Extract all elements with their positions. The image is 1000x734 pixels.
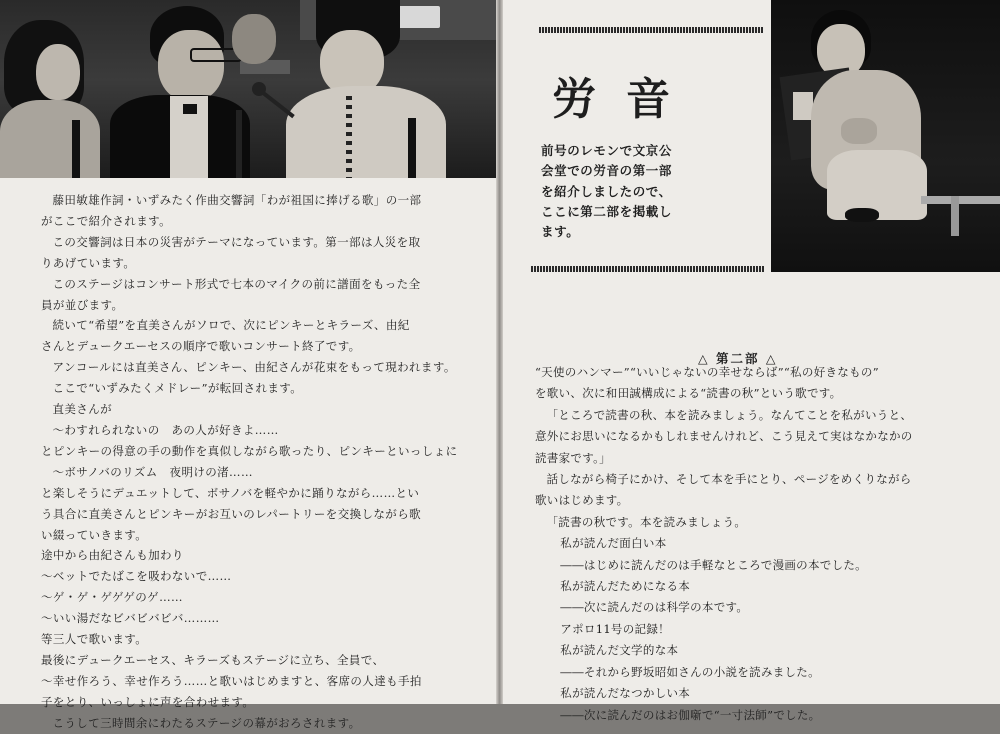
body-line: ここで“いずみたくメドレー”が転回されます。 [52,381,303,396]
lyric-line: 私が読んだためになる本 [560,579,691,594]
body-line: 読書家です。」 [535,450,611,465]
body-line: う具合に直美さんとピンキーがお互いのレパートリーを交換しながら歌 [41,506,421,521]
lyric-line: 〜ゲ・ゲ・ゲゲゲのゲ…… [41,590,183,605]
lyric-line: 私が読んだ面白い本 [560,536,667,551]
body-line: 員が並びます。 [41,297,124,312]
stage-photo-singers [0,0,496,178]
body-line: りあげています。 [41,255,136,270]
right-page [503,0,1000,722]
decorative-rule-top [539,27,763,33]
left-body-text [41,190,471,734]
decorative-rule-bottom [531,266,764,272]
body-line: 等三人で歌います。 [41,632,148,647]
body-line: こうして三時間余にわたるステージの幕がおろされます。 [52,715,361,730]
lyric-line: 私が読んだなつかしい本 [560,686,691,701]
body-line: さんとデュークエーセスの順序で歌いコンサート終了です。 [41,339,361,354]
body-line: この交響詞は日本の災害がテーマになっています。第一部は人災を取 [52,234,421,249]
body-line: 続いて“希望”を直美さんがソロで、次にピンキーとキラーズ、由紀 [52,318,410,333]
lyric-line: 私が読んだ文学的な本 [560,643,679,658]
body-line: と楽しそうにデュエットして、ボサノバを軽やかに踊りながら……とい [41,485,420,500]
body-line: 子をとり、いっしょに声を合わせます。 [41,694,255,709]
body-line: を歌い、次に和田誠構成による“読書の秋”という歌です。 [535,386,842,401]
page-gutter [496,0,503,704]
intro-line: を紹介しましたので、 [541,183,672,199]
lyric-line: 〜ボサノバのリズム 夜明けの渚…… [52,464,253,479]
lyric-line: 〜いい湯だなビバビバビバ……… [41,611,220,626]
intro-line: 会堂での労音の第一部 [541,163,673,179]
page-title: 労音 [552,74,700,125]
lyric-line: ――それから野坂昭如さんの小説を読みました。 [560,664,820,679]
right-body-text [535,362,985,726]
intro-line: 前号のレモンで文京公 [541,143,673,158]
lyric-line: 〜ベットでたばこを吸わないで…… [41,569,232,584]
body-line: このステージはコンサート形式で七本のマイクの前に譜面をもった全 [52,276,421,291]
lyric-line: 「読書の秋です。本を読みましょう。 [546,514,747,529]
body-line: 話しながら椅子にかけ、そして本を手にとり、ページをめくりながら [546,472,912,487]
lyric-line: ――次に読んだのは科学の本です。 [560,600,749,615]
left-page [0,0,497,730]
body-line: 藤田敏雄作詞・いずみたく作曲交響詞「わが祖国に捧げる歌」の一部 [52,193,422,207]
body-line: 途中から由紀さんも加わり [41,548,184,563]
lyric-line: ――はじめに読んだのは手軽なところで漫画の本でした。 [560,557,867,572]
body-line: い綴っていきます。 [41,527,148,542]
body-line: とピンキーの得意の手の動作を真似しながら歌ったり、ピンキーといっしょに [41,443,458,458]
lyric-line: ――次に読んだのはお伽噺で“一寸法師”でした。 [560,707,821,722]
body-line: 意外にお思いになるかもしれませんけれど、こう見えて実はなかなかの [535,429,913,444]
body-line: アンコールには直美さん、ピンキー、由紀さんが花束をもって現われます。 [52,360,456,375]
lyric-line: 〜わすれられないの あの人が好きよ…… [52,422,279,437]
section-heading: △ 第二部 △ [698,351,778,366]
intro-text [541,141,751,242]
body-line: 〜幸せ作ろう、幸せ作ろう……と歌いはじめますと、客席の人達も手拍 [41,673,422,688]
intro-line: ます。 [541,224,580,240]
lyric-line: アポロ11号の記録！ [560,621,670,636]
body-line: 直美さんが [52,402,112,417]
body-line: 最後にデュークエーセス、キラーズもステージに立ち、全員で、 [41,652,385,667]
body-line: がここで紹介されます。 [41,213,171,228]
intro-line: ここに第二部を掲載し [541,203,673,219]
body-line: “天使のハンマー”“いいじゃないの幸せならば”“私の好きなもの” [535,365,879,379]
body-line: 「ところで読書の秋、本を読みましょう。なんてことを私がいうと、 [546,407,913,422]
stage-photo-reading [771,0,1000,272]
body-line: 歌いはじめます。 [535,493,629,508]
